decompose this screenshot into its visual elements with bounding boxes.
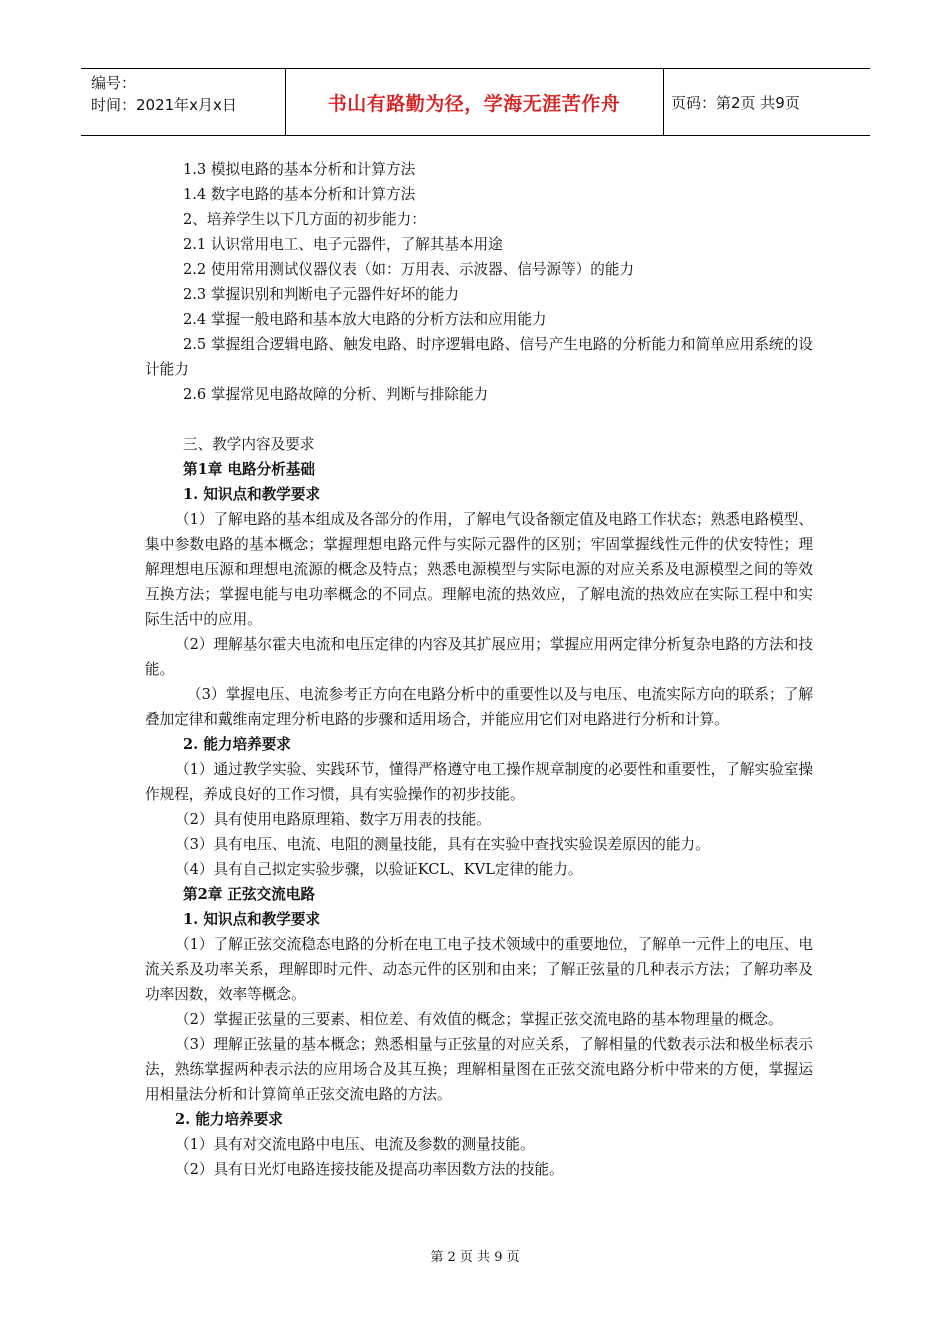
section-heading: 三、教学内容及要求	[183, 436, 315, 453]
paragraph: （3）理解正弦量的基本概念；熟悉相量与正弦量的对应关系，了解相量的代数表示法和极坐标表示法，熟练掌握两种表示法的应用场合及其互换；理解相量图在正弦交流电路分析中带来的方便，掌握运用相量法分析和计算简单正弦交流电路的方法。	[145, 1036, 813, 1103]
page-header	[81, 68, 870, 136]
list-item: 1.4 数字电路的基本分析和计算方法	[183, 186, 416, 203]
subsection-heading: 2. 能力培养要求	[183, 736, 291, 753]
subsection-heading: 2. 能力培养要求	[175, 1111, 283, 1128]
header-meta	[91, 72, 237, 116]
subsection-heading: 1. 知识点和教学要求	[183, 486, 321, 503]
document-time-label: 时间：2021年x月x日	[91, 96, 237, 114]
page-footer: 第 2 页 共 9 页	[430, 1250, 520, 1265]
list-item: 2.1 认识常用电工、电子元器件，了解其基本用途	[183, 236, 503, 253]
list-item: 2.6 掌握常见电路故障的分析、判断与排除能力	[183, 386, 489, 403]
paragraph: （1）通过教学实验、实践环节，懂得严格遵守电工操作规章制度的必要性和重要性，了解实验室操作规程，养成良好的工作习惯，具有实验操作的初步技能。	[145, 761, 813, 803]
paragraph: （1）了解正弦交流稳态电路的分析在电工电子技术领域中的重要地位，了解单一元件上的电压、电流关系及功率关系，理解即时元件、动态元件的区别和由来；了解正弦量的几种表示方法；了解功率及功率因数，效率等概念。	[145, 936, 813, 1003]
paragraph: （1）了解电路的基本组成及各部分的作用，了解电气设备额定值及电路工作状态；熟悉电路模型、集中参数电路的基本概念；掌握理想电路元件与实际元器件的区别；牢固掌握线性元件的伏安特性；理解理想电压源和理想电流源的概念及特点；熟悉电源模型与实际电源的对应关系及电源模型之间的等效互换方法；掌握电能与电功率概念的不同点。理解电流的热效应，了解电流的热效应在实际工程中和实际生活中的应用。	[145, 511, 813, 628]
document-number-label: 编号：	[91, 74, 137, 92]
header-page-info: 页码：第2页 共9页	[671, 93, 800, 112]
header-divider	[663, 68, 664, 136]
list-item: 2.5 掌握组合逻辑电路、触发电路、时序逻辑电路、信号产生电路的分析能力和简单应用系统的设计能力	[145, 336, 813, 378]
paragraph: （4）具有自己拟定实验步骤，以验证KCL、KVL定律的能力。	[175, 861, 583, 878]
paragraph: （1）具有对交流电路中电压、电流及参数的测量技能。	[175, 1136, 535, 1153]
paragraph: （2）掌握正弦量的三要素、相位差、有效值的概念；掌握正弦交流电路的基本物理量的概念。	[175, 1011, 783, 1028]
chapter-heading: 第1章 电路分析基础	[183, 461, 315, 478]
list-item: 2.4 掌握一般电路和基本放大电路的分析方法和应用能力	[183, 311, 547, 328]
paragraph: （3）具有电压、电流、电阻的测量技能，具有在实验中查找实验误差原因的能力。	[175, 836, 710, 853]
paragraph: （2）具有日光灯电路连接技能及提高功率因数方法的技能。	[175, 1161, 564, 1178]
list-item: 1.3 模拟电路的基本分析和计算方法	[183, 161, 416, 178]
paragraph: （2）具有使用电路原理箱、数字万用表的技能。	[175, 811, 491, 828]
subsection-heading: 1. 知识点和教学要求	[183, 911, 321, 928]
header-motto: 书山有路勤为径，学海无涯苦作舟	[327, 92, 621, 115]
paragraph: （3）掌握电压、电流参考正方向在电路分析中的重要性以及与电压、电流实际方向的联系；了解叠加定律和戴维南定理分析电路的步骤和适用场合，并能应用它们对电路进行分析和计算。	[145, 686, 813, 728]
list-item: 2.2 使用常用测试仪器仪表（如：万用表、示波器、信号源等）的能力	[183, 261, 635, 278]
list-item: 2、培养学生以下几方面的初步能力：	[183, 211, 426, 228]
list-item: 2.3 掌握识别和判断电子元器件好坏的能力	[183, 286, 459, 303]
document-body	[145, 157, 813, 1182]
paragraph: （2）理解基尔霍夫电流和电压定律的内容及其扩展应用；掌握应用两定律分析复杂电路的方法和技能。	[145, 636, 813, 678]
chapter-heading: 第2章 正弦交流电路	[183, 886, 315, 903]
